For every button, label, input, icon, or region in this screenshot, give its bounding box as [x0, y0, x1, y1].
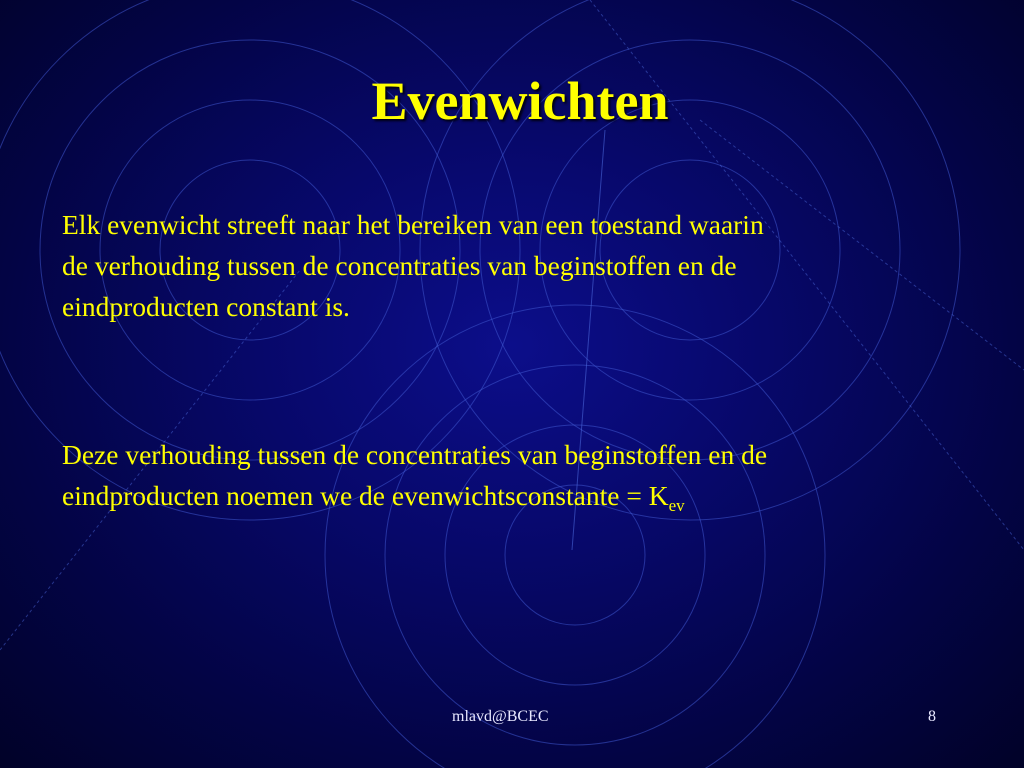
paragraph-line: Deze verhouding tussen de concentraties van beginstoffen en de: [62, 439, 768, 470]
paragraph-line-with-formula: [62, 475, 962, 526]
paragraph-equilibrium-definition: [62, 204, 962, 327]
paragraph-equilibrium-constant: [62, 434, 962, 526]
footer-author: mlavd@BCEC: [452, 708, 549, 725]
paragraph-line: Elk evenwicht streeft naar het bereiken van een toestand waarin: [62, 209, 764, 240]
page-number: 8: [928, 708, 936, 725]
slide-title: Evenwichten: [371, 71, 669, 131]
paragraph-line: eindproducten constant is.: [62, 291, 350, 322]
formula-subscript: ev: [668, 496, 685, 515]
formula-text: eindproducten noemen we de evenwichtsconstante = K: [62, 480, 669, 511]
paragraph-line: de verhouding tussen de concentraties van beginstoffen en de: [62, 250, 737, 281]
